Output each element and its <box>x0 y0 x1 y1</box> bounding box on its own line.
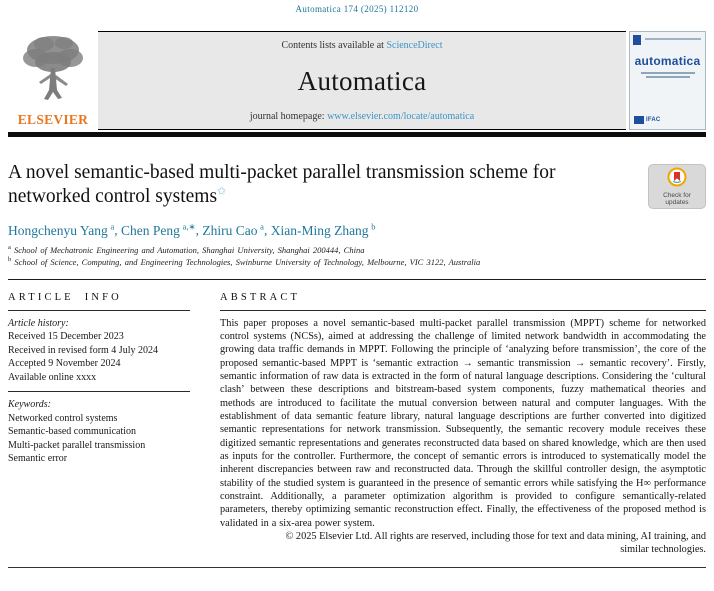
homepage-line: journal homepage: www.elsevier.com/locate/automatica <box>249 111 475 122</box>
keyword-item: Multi-packet parallel transmission <box>8 439 146 451</box>
elsevier-tree-icon <box>20 32 86 111</box>
keywords-label: Keywords: <box>8 399 51 411</box>
author: Xian-Ming Zhang $^b$ <box>270 221 376 238</box>
article-history-list <box>8 330 190 384</box>
author: Zhiru Cao $^a$ <box>202 221 264 238</box>
author: Hongchenyu Yang $^a$ <box>8 221 115 238</box>
page-bottom-rule <box>8 567 706 568</box>
author: Chen Peng $^{a,∗}$ <box>120 221 196 238</box>
abstract-column <box>220 289 706 557</box>
article-info-heading: ARTICLE INFO <box>8 291 122 303</box>
ifac-logo: IFAC <box>634 116 660 124</box>
article-info-rule <box>8 310 190 311</box>
elsevier-logo <box>8 31 98 130</box>
keywords-rule <box>8 391 190 392</box>
abstract-rule <box>220 310 706 311</box>
abstract-text: This paper proposes a novel semantic-based multi-packet parallel transmission (MPPT) scheme for networked control systems (NCSs), aimed at addressing the challenge of limited network bandwidth in accommodating the growing data traffic demands in MPPT. Following the principle of ‘analyzing before transmission’, the core of the proposed semantic-based MPPT is ‘semantic extraction → semantic transmission → semantic recovery’. Firstly, semantic information of raw data is extracted in the form of natural language descriptions. Considering the ‘cultural clash’ between these descriptions and bitstream-based system components, fuzzy mathematical theories and methods are introduced to facilitate the mutual conversion between natural and computer languages. With the establishment of data semantic feature library, natural language descriptions are further converted into digitized semantic representations for network transmission. Subsequently, the semantic recovery module receives these digitized semantic representations and generates reconstructed data based on shared knowledge, which are then used as inputs for the controller. Furthermore, the concept of semantic errors is introduced to systematically model the inherent discrepancies between raw and reconstructed data. Through the skillful controller design, the asymptotic stability of the studied system is guaranteed in the presence of semantic errors while satisfying the H∞ performance constraint. Additionally, a parameter optimization algorithm is provided to configure semantically-related parameters, thereby optimizing semantic reconstruction effect. Finally, the effectiveness of the proposed method is validated in a six-area power system. <box>220 317 706 529</box>
cover-top-text-bar <box>645 38 701 40</box>
ifac-logo-mark <box>634 116 644 124</box>
keyword-item: Semantic-based communication <box>8 426 137 438</box>
affiliation: $^a$ School of Mechatronic Engineering and Automation, Shanghai University, Shanghai 200444, China <box>8 243 365 255</box>
history-item: Received in revised form 4 July 2024 <box>8 344 158 356</box>
sciencedirect-link[interactable]: ScienceDirect <box>386 40 443 51</box>
journal-citation: Automatica 174 (2025) 112120 <box>295 4 419 14</box>
cover-publisher-mark <box>633 35 641 45</box>
check-for-updates-badge[interactable] <box>648 164 706 209</box>
copyright-notice: © 2025 Elsevier Ltd. All rights are reserved, including those for text and data mining, AI training, and similar technologies. <box>285 531 706 556</box>
journal-homepage-link[interactable]: www.elsevier.com/locate/automatica <box>327 111 475 122</box>
author-list: Hongchenyu Yang $^a$, Chen Peng $^{a,∗}$, Zhiru Cao $^a$, Xian-Ming Zhang $^b$ <box>8 221 376 238</box>
history-item: Received 15 December 2023 <box>8 331 124 343</box>
keyword-item: Networked control systems <box>8 412 118 424</box>
affiliation: $^b$ School of Science, Computing, and Engineering Technologies, Swinburne University of Technology, Melbourne, VIC 3122, Australia <box>8 255 481 267</box>
title-footnote-star: ✩ <box>217 185 227 198</box>
cover-subtitle-bar <box>641 72 695 74</box>
journal-header <box>8 31 706 130</box>
affiliation-list <box>8 244 706 268</box>
article-info-column <box>8 289 190 557</box>
journal-cover-thumbnail <box>629 31 706 130</box>
history-item: Accepted 9 November 2024 <box>8 358 121 370</box>
contents-line: Contents lists available at ScienceDirect <box>281 40 443 51</box>
keyword-item: Semantic error <box>8 453 68 465</box>
article-title: A novel semantic-based multi-packet parallel transmission scheme for networked control systems✩ <box>8 162 556 208</box>
keywords-list <box>8 412 190 466</box>
journal-banner <box>98 31 626 130</box>
cover-subtitle-bar <box>646 76 690 78</box>
article-history-label: Article history: <box>8 317 69 329</box>
header-divider-bar <box>8 132 706 137</box>
journal-name: Automatica <box>297 65 427 96</box>
elsevier-logo-text: ELSEVIER <box>17 112 89 127</box>
cover-journal-title: automatica <box>634 54 701 68</box>
history-item: Available online xxxx <box>8 371 97 383</box>
check-for-updates-label: Check for updates <box>663 191 691 206</box>
abstract-heading: ABSTRACT <box>220 291 301 303</box>
crossmark-icon <box>667 167 687 192</box>
